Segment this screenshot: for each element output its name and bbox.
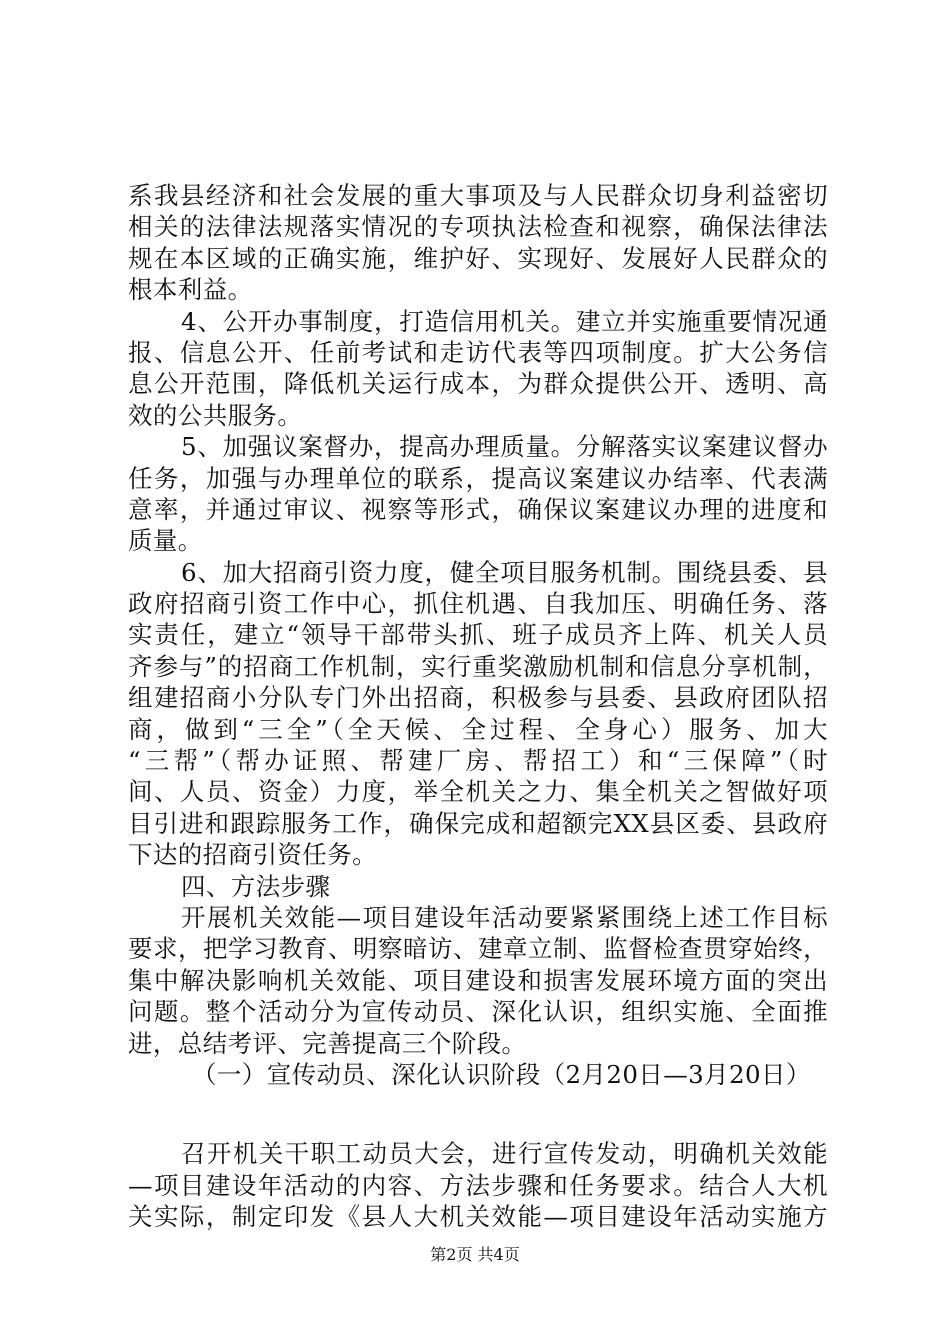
paragraph-line: —项目建设年活动的内容、方法步骤和任务要求。结合人大机 xyxy=(128,1170,828,1200)
paragraph-line: 意率，并通过审议、视察等形式，确保议案建议办理的进度和 xyxy=(128,494,828,524)
paragraph-line: 实责任，建立“领导干部带头抓、班子成员齐上阵、机关人员 xyxy=(128,620,828,650)
subsection-heading: （一）宣传动员、深化认识阶段（2月20日—3月20日） xyxy=(192,1059,811,1089)
paragraph-line: 召开机关干职工动员大会，进行宣传发动，明确机关效能 xyxy=(181,1139,828,1169)
paragraph-line: “三帮”（帮办证照、帮建厂房、帮招工）和“三保障”（时 xyxy=(128,746,828,776)
paragraph-line: 质量。 xyxy=(128,526,203,556)
paragraph-line: 进，总结考评、完善提高三个阶段。 xyxy=(128,1028,527,1058)
paragraph-line: 6、加大招商引资力度，健全项目服务机制。围绕县委、县 xyxy=(181,557,828,587)
paragraph-line: 问题。整个活动分为宣传动员、深化认识，组织实施、全面推 xyxy=(128,997,828,1027)
paragraph-line: 根本利益。 xyxy=(128,275,253,305)
paragraph-line: 相关的法律法规落实情况的专项执法检查和视察，确保法律法 xyxy=(128,212,828,242)
paragraph-line: 系我县经济和社会发展的重大事项及与人民群众切身利益密切 xyxy=(128,181,828,210)
paragraph-line: 齐参与”的招商工作机制，实行重奖激励机制和信息分享机制， xyxy=(128,651,828,681)
paragraph-line: 息公开范围，降低机关运行成本，为群众提供公开、透明、高 xyxy=(128,369,828,399)
paragraph-line: 政府招商引资工作中心，抓住机遇、自我加压、明确任务、落 xyxy=(128,589,828,619)
paragraph-line: 5、加强议案督办，提高办理质量。分解落实议案建议督办 xyxy=(181,432,828,462)
paragraph-line: 集中解决影响机关效能、项目建设和损害发展环境方面的突出 xyxy=(128,965,828,995)
paragraph-line: 报、信息公开、任前考试和走访代表等四项制度。扩大公务信 xyxy=(128,337,828,367)
paragraph-line: 效的公共服务。 xyxy=(128,400,303,430)
paragraph-line: 目引进和跟踪服务工作，确保完成和超额完XX县区委、县政府 xyxy=(128,808,828,838)
spacer xyxy=(128,1090,828,1138)
paragraph-line: 间、人员、资金）力度，举全机关之力、集全机关之智做好项 xyxy=(128,777,828,807)
paragraph-line: 开展机关效能—项目建设年活动要紧紧围绕上述工作目标 xyxy=(181,902,828,932)
paragraph-line: 商，做到“三全”（全天候、全过程、全身心）服务、加大 xyxy=(128,714,828,744)
paragraph-line: 关实际，制定印发《县人大机关效能—项目建设年活动实施方 xyxy=(128,1202,828,1232)
paragraph-line: 下达的招商引资任务。 xyxy=(128,840,377,870)
paragraph-line: 任务，加强与办理单位的联系，提高议案建议办结率、代表满 xyxy=(128,463,828,493)
paragraph-line: 组建招商小分队专门外出招商，积极参与县委、县政府团队招 xyxy=(128,683,828,713)
paragraph-line: 规在本区域的正确实施，维护好、实现好、发展好人民群众的 xyxy=(128,243,828,273)
paragraph-line: 4、公开办事制度，打造信用机关。建立并实施重要情况通 xyxy=(181,306,828,336)
page-number-footer: 第2页 共4页 xyxy=(430,1245,520,1264)
document-body xyxy=(128,180,828,1233)
section-heading: 四、方法步骤 xyxy=(181,871,331,901)
paragraph-line: 要求，把学习教育、明察暗访、建章立制、监督检查贯穿始终， xyxy=(128,934,828,964)
